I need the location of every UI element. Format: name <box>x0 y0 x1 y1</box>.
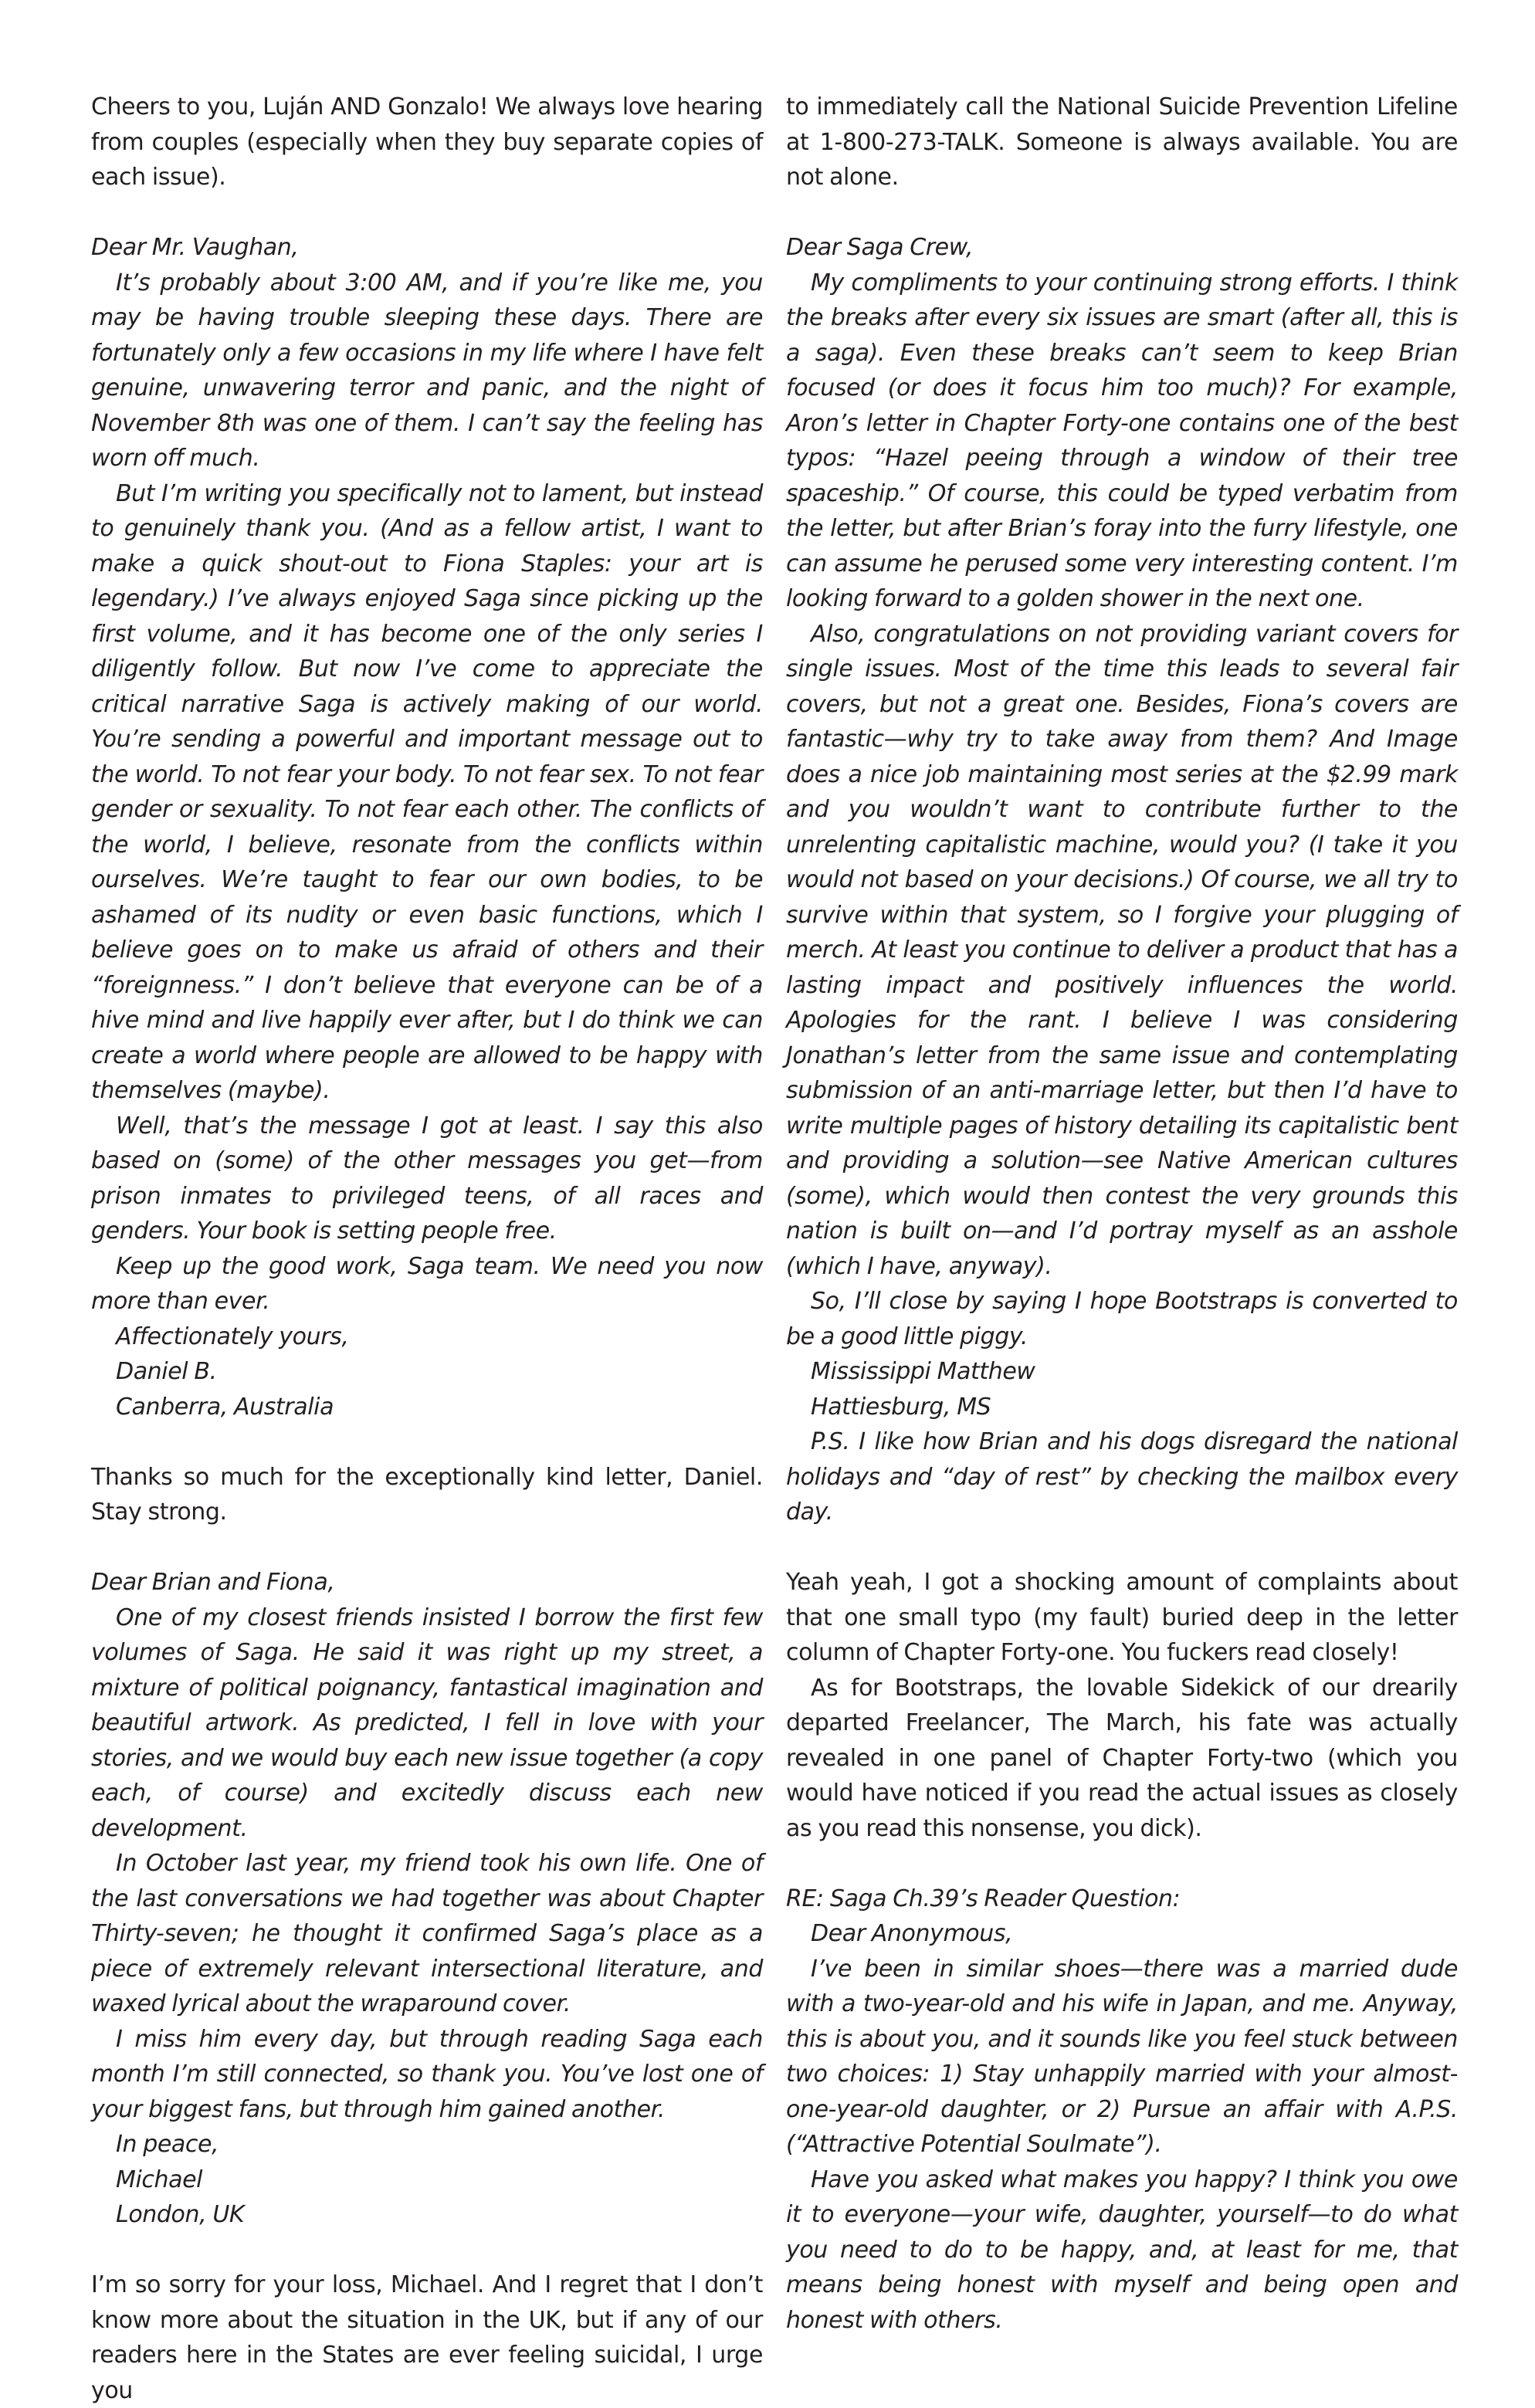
letter-heading: RE: Saga Ch.39’s Reader Question: <box>786 1885 1181 1912</box>
reply-michael-part-1: I’m so sorry for your loss, Michael. And I regret that I don’t know more about the situation in the UK, but if any of our readers here in the States are ever feeling suicidal, I urge you <box>91 2271 763 2404</box>
letter-closing: Affectionately yours, <box>116 1323 349 1350</box>
letter-paragraph: But I’m writing you specifically not to lament, but instead to genuinely thank you. (And as a fellow artist, I want to make a quick shout-out to Fiona Staples: your art is legendary.) I’ve always enjoyed Saga since picking up the first volume, and it has become one of the only series I diligently follow. But now I’ve come to appreciate the critical narrative Saga is actively making of our world. You’re sending a powerful and important message out to the world. To not fear your body. To not fear sex. To not fear gender or sexuality. To not fear each other. The conflicts of the world, I believe, resonate from the conflicts within ourselves. We’re taught to fear our own bodies, to be ashamed of its nudity or even basic functions, which I believe goes on to make us afraid of others and their “foreignness.” I don’t believe that everyone can be of a hive mind and live happily ever after, but I do think we can create a world where people are allowed to be happy with themselves (maybe). <box>91 479 763 1104</box>
letter-paragraph: I’ve been in similar shoes—there was a married dude with a two-year-old and his wife in Japan, and me. Anyway, this is about you, and it sounds like you feel stuck between two choices: 1) Stay unhappily married with your almost-one-year-old daughter, or 2) Pursue an affair with A.P.S. (“Attractive Potential Soulmate”). <box>786 1955 1458 2158</box>
letter-paragraph: So, I’ll close by saying I hope Bootstraps is converted to be a good little piggy. <box>786 1288 1458 1350</box>
letter-paragraph: Have you asked what makes you happy? I think you owe it to everyone—your wife, daughter, yourself—to do what you need to do to be happy, and, at least for me, that means being honest with myself and being open and honest with others. <box>786 2166 1458 2334</box>
letter-location: London, UK <box>116 2201 245 2228</box>
letter-re-reader-question <box>786 1881 1458 2339</box>
letter-daniel <box>91 230 763 1424</box>
letter-paragraph: I miss him every day, but through reading Saga each month I’m still connected, so thank you. You’ve lost one of your biggest fans, but through him gained another. <box>91 2025 763 2123</box>
letter-salutation: Dear Saga Crew, <box>786 234 974 261</box>
letter-location: Canberra, Australia <box>116 1393 334 1421</box>
reply-michael-part-2: to immediately call the National Suicide Prevention Lifeline at 1-800-273-TALK. Someone is always available. You are not alone. <box>786 93 1458 191</box>
letter-paragraph: Keep up the good work, Saga team. We need you now more than ever. <box>91 1252 763 1315</box>
letter-closing: In peace, <box>116 2131 219 2158</box>
letter-paragraph: It’s probably about 3:00 AM, and if you’re like me, you may be having trouble sleeping these days. There are fortunately only a few occasions in my life where I have felt genuine, unwavering terror and panic, and the night of November 8th was one of them. I can’t say the feeling has worn off much. <box>91 269 763 472</box>
letter-signature: Mississippi Matthew <box>811 1358 1035 1385</box>
letter-salutation: Dear Mr. Vaughan, <box>91 234 299 261</box>
letter-paragraph: Well, that’s the message I got at least. I say this also based on (some) of the other messages you get—from prison inmates to privileged teens, of all races and genders. Your book is setting people free. <box>91 1112 763 1245</box>
letter-paragraph: My compliments to your continuing strong efforts. I think the breaks after every six issues are smart (after all, this is a saga). Even these breaks can’t seem to keep Brian focused (or does it focus him too much)? For example, Aron’s letter in Chapter Forty-one contains one of the best typos: “Hazel peeing through a window of their tree spaceship.” Of course, this could be typed verbatim from the letter, but after Brian’s foray into the furry lifestyle, one can assume he perused some very interesting content. I’m looking forward to a golden shower in the next one. <box>786 269 1458 612</box>
letter-signature: Michael <box>116 2166 203 2193</box>
reply-matthew <box>786 1565 1458 1846</box>
reply-daniel: Thanks so much for the exceptionally kind letter, Daniel. Stay strong. <box>91 1463 763 1526</box>
reply-lujan-gonzalo: Cheers to you, Luján AND Gonzalo! We always love hearing from couples (especially when they buy separate copies of each issue). <box>91 93 763 191</box>
letter-salutation: Dear Brian and Fiona, <box>91 1569 335 1596</box>
left-column <box>91 90 763 2408</box>
letter-location: Hattiesburg, MS <box>811 1393 991 1421</box>
letter-signature: Daniel B. <box>116 1358 217 1385</box>
right-column <box>786 90 1458 2338</box>
reply-paragraph: Yeah yeah, I got a shocking amount of complaints about that one small typo (my fault) buried deep in the letter column of Chapter Forty-one. You fuckers read closely! <box>786 1569 1458 1666</box>
letter-paragraph: Also, congratulations on not providing variant covers for single issues. Most of the time this leads to several fair covers, but not a great one. Besides, Fiona’s covers are fantastic—why try to take away from them? And Image does a nice job maintaining most series at the $2.99 mark and you wouldn’t want to contribute further to the unrelenting capitalistic machine, would you? (I take it you would not based on your decisions.) Of course, we all try to survive within that system, so I forgive your plugging of merch. At least you continue to deliver a product that has a lasting impact and positively influences the world. Apologies for the rant. I believe I was considering Jonathan’s letter from the same issue and contemplating submission of an anti-marriage letter, but then I’d have to write multiple pages of history detailing its capitalistic bent and providing a solution—see Native American cultures (some), which would then contest the very grounds this nation is built on—and I’d portray myself as an asshole (which I have, anyway). <box>786 620 1458 1280</box>
letter-salutation: Dear Anonymous, <box>811 1920 1013 1947</box>
letter-paragraph: In October last year, my friend took his own life. One of the last conversations we had together was about Chapter Thirty-seven; he thought it confirmed Saga’s place as a piece of extremely relevant intersectional literature, and waxed lyrical about the wraparound cover. <box>91 1850 763 2017</box>
reply-paragraph: As for Bootstraps, the lovable Sidekick of our drearily departed Freelancer, The March, his fate was actually revealed in one panel of Chapter Forty-two (which you would have noticed if you read the actual issues as closely as you read this nonsense, you dick). <box>786 1674 1458 1842</box>
letter-paragraph: One of my closest friends insisted I borrow the first few volumes of Saga. He said it was right up my street, a mixture of political poignancy, fantastical imagination and beautiful artwork. As predicted, I fell in love with your stories, and we would buy each new issue together (a copy each, of course) and excitedly discuss each new development. <box>91 1604 763 1842</box>
letter-postscript: P.S. I like how Brian and his dogs disregard the national holidays and “day of rest” by checking the mailbox every day. <box>786 1428 1458 1526</box>
letter-michael <box>91 1565 763 2233</box>
letter-matthew <box>786 230 1458 1530</box>
